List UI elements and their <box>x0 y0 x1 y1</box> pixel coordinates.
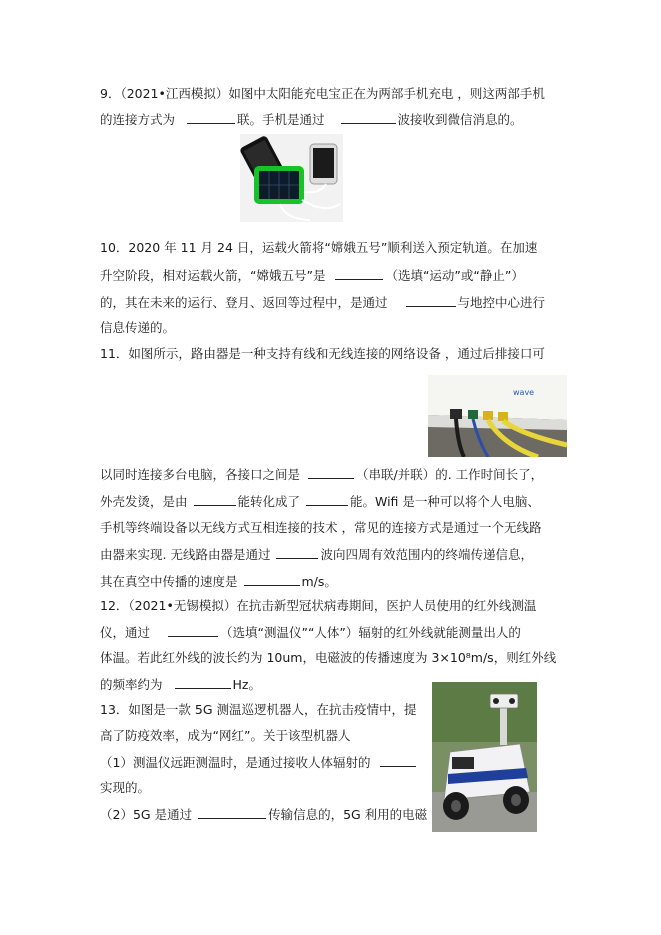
q12-line1: 12．（2021•无锡模拟）在抗击新型冠状病毒期间，医护人员使用的红外线测温 <box>100 598 537 613</box>
q12-line2 <box>100 624 521 641</box>
solar-charger-image <box>240 134 343 222</box>
q11-blank-1[interactable] <box>308 466 354 479</box>
q9-line1: 9．（2021•江西模拟）如图中太阳能充电宝正在为两部手机充电 ，则这两部手机 <box>100 86 545 101</box>
q13-text-b: （2）5G 是通过 <box>100 807 193 822</box>
q10-text-d: 与地控中心进行 <box>457 295 546 310</box>
q11-line1: 11．如图所示，路由器是一种支持有线和无线连接的网络设备 ，通过后排接口可 <box>100 346 545 361</box>
q9-text-c: 波接收到微信消息的。 <box>397 112 523 127</box>
q11-line6 <box>100 573 337 590</box>
q12-text-a: 仪，通过 <box>100 625 151 640</box>
q10-blank-1[interactable] <box>335 267 383 280</box>
q12-text-d: Hz。 <box>232 677 261 692</box>
q13-line4: 实现的。 <box>100 780 151 795</box>
q11-text-e: 能。Wifi 是一种可以将个人电脑、 <box>350 494 540 509</box>
q12-blank-2[interactable] <box>175 676 231 689</box>
q13-blank-1[interactable] <box>380 754 416 767</box>
q9-text-b: 联。手机是通过 <box>237 112 325 127</box>
q10-text-a: 升空阶段，相对运载火箭，“嫦娥五号”是 <box>100 268 326 283</box>
q13-line3 <box>100 754 418 771</box>
q11-line2 <box>100 466 543 483</box>
q10-text-c: 的，其在未来的运行、登月、返回等过程中，是通过 <box>100 295 388 310</box>
q12-text-c: 的频率约为 <box>100 677 163 692</box>
q11-text-i: m/s。 <box>301 574 337 589</box>
q9-blank-2[interactable] <box>341 111 396 124</box>
q13-line1: 13．如图是一款 5G 测温巡逻机器人，在抗击疫情中，提 <box>100 702 417 717</box>
q13-line5 <box>100 806 427 823</box>
q12-line3: 体温。若此红外线的波长约为 10um，电磁波的传播速度为 3×10⁸m/s，则红外线 <box>100 650 557 665</box>
q13-text-c: 传输信息的，5G 利用的电磁 <box>268 807 428 822</box>
q12-line4 <box>100 676 261 693</box>
q11-text-f: 由器来实现. 无线路由器是通过 <box>100 547 271 562</box>
q11-blank-4[interactable] <box>276 546 318 559</box>
q11-text-g: 波向四周有效范围内的终端传递信息， <box>320 547 533 562</box>
q11-text-h: 其在真空中传播的速度是 <box>100 574 238 589</box>
q11-text-a: 以同时连接多台电脑，各接口之间是 <box>100 467 301 482</box>
q12-blank-1[interactable] <box>168 624 218 637</box>
robot-image <box>432 682 537 832</box>
q9-line2 <box>100 111 523 128</box>
q9-blank-1[interactable] <box>187 111 235 124</box>
q11-line5 <box>100 546 533 563</box>
q11-text-c: 外壳发烫，是由 <box>100 494 188 509</box>
q11-line3 <box>100 493 540 510</box>
q13-text-a: （1）测温仪远距测温时，是通过接收人体辐射的 <box>100 755 371 770</box>
q11-blank-3[interactable] <box>306 493 348 506</box>
q11-blank-2[interactable] <box>194 493 236 506</box>
q10-blank-2[interactable] <box>406 294 456 307</box>
q11-text-d: 能转化成了 <box>237 494 301 509</box>
q12-text-b: （选填“测温仪”“人体”）辐射的红外线就能测量出人的 <box>220 625 521 640</box>
q11-line4: 手机等终端设备以无线方式互相连接的技术 ，常见的连接方式是通过一个无线路 <box>100 520 542 535</box>
q9-text-a: 的连接方式为 <box>100 112 176 127</box>
q13-blank-2[interactable] <box>198 806 266 819</box>
router-brand-text: wave <box>513 388 535 397</box>
q10-text-b: （选填“运动”或“静止”） <box>385 268 524 283</box>
router-image <box>428 375 567 457</box>
q11-blank-5[interactable] <box>244 573 300 586</box>
q11-text-b: （串联/并联）的. 工作时间长了， <box>356 467 544 482</box>
q10-line1: 10．2020 年 11 月 24 日，运载火箭将“嫦娥五号”顺利送入预定轨道。在加速 <box>100 240 538 255</box>
q10-line3 <box>100 294 545 311</box>
q10-line2 <box>100 267 524 284</box>
q10-line4: 信息传递的。 <box>100 320 176 335</box>
q13-line2: 高了防疫效率，成为“网红”。关于该型机器人 <box>100 728 351 743</box>
